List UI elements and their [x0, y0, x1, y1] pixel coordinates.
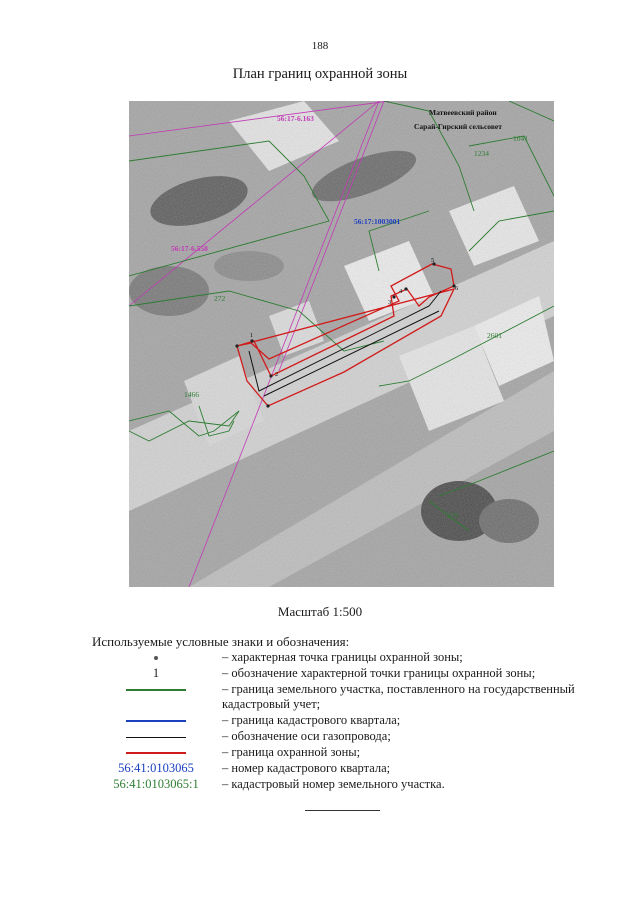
map-label-zone-magenta: 56:17-6.558 — [171, 244, 208, 253]
map-parcel-number: 2601 — [487, 331, 502, 340]
map-parcel-number: 1466 — [184, 390, 199, 399]
map-parcel-number: 272 — [214, 294, 226, 303]
map-label-district: Матвеевский район — [429, 108, 497, 117]
map-point-number: 3 — [388, 299, 392, 306]
map-parcel-number: 1041 — [513, 134, 528, 143]
map-point-number: 6 — [455, 285, 459, 292]
point-dot-icon — [154, 656, 158, 660]
parcel-line-symbol — [126, 689, 186, 691]
map-parcel-number: 279 — [447, 511, 459, 520]
map-scale: Масштаб 1:500 — [277, 604, 363, 619]
map-point-number: 1 — [250, 332, 254, 339]
legend-description: – граница земельного участка, поставленного на государственный кадастровый учет; — [222, 682, 575, 711]
map-label-council: Сарай-Гирский сельсовет — [414, 122, 502, 131]
map-point-number: 2 — [275, 371, 279, 378]
legend-description: – обозначение оси газопровода; — [222, 729, 391, 743]
map-point-number: 5 — [431, 257, 435, 264]
quarter-line-symbol — [126, 720, 186, 722]
map-point-number: 4 — [399, 288, 403, 295]
map-image — [129, 101, 554, 587]
legend-description: – обозначение характерной точки границы охранной зоны; — [222, 666, 536, 680]
footer-rule — [305, 810, 380, 811]
legend-description: – граница охранной зоны; — [222, 745, 361, 759]
zone-line-symbol — [126, 752, 186, 754]
legend-description: – граница кадастрового квартала; — [222, 713, 401, 727]
legend-description: – номер кадастрового квартала; — [222, 761, 391, 775]
page-title: План границ охранной зоны — [232, 66, 408, 82]
gas-axis-line-symbol — [126, 737, 186, 738]
legend-description: – характерная точка границы охранной зоны; — [222, 650, 463, 664]
map-label-quarter: 56:17:1003001 — [354, 217, 401, 226]
legend-symbol-text: 56:41:0103065 — [118, 761, 194, 775]
legend-symbol-text: 1 — [152, 666, 160, 680]
map-label-zone-top: 56:17-6.163 — [277, 114, 314, 123]
legend-title: Используемые условные знаки и обозначения: — [92, 634, 350, 649]
map-parcel-number: 1234 — [474, 149, 489, 158]
legend-symbol-text: 56:41:0103065:1 — [113, 777, 199, 791]
page-number: 188 — [311, 40, 329, 52]
legend-description: – кадастровый номер земельного участка. — [222, 777, 445, 791]
aerial-map — [129, 101, 554, 587]
